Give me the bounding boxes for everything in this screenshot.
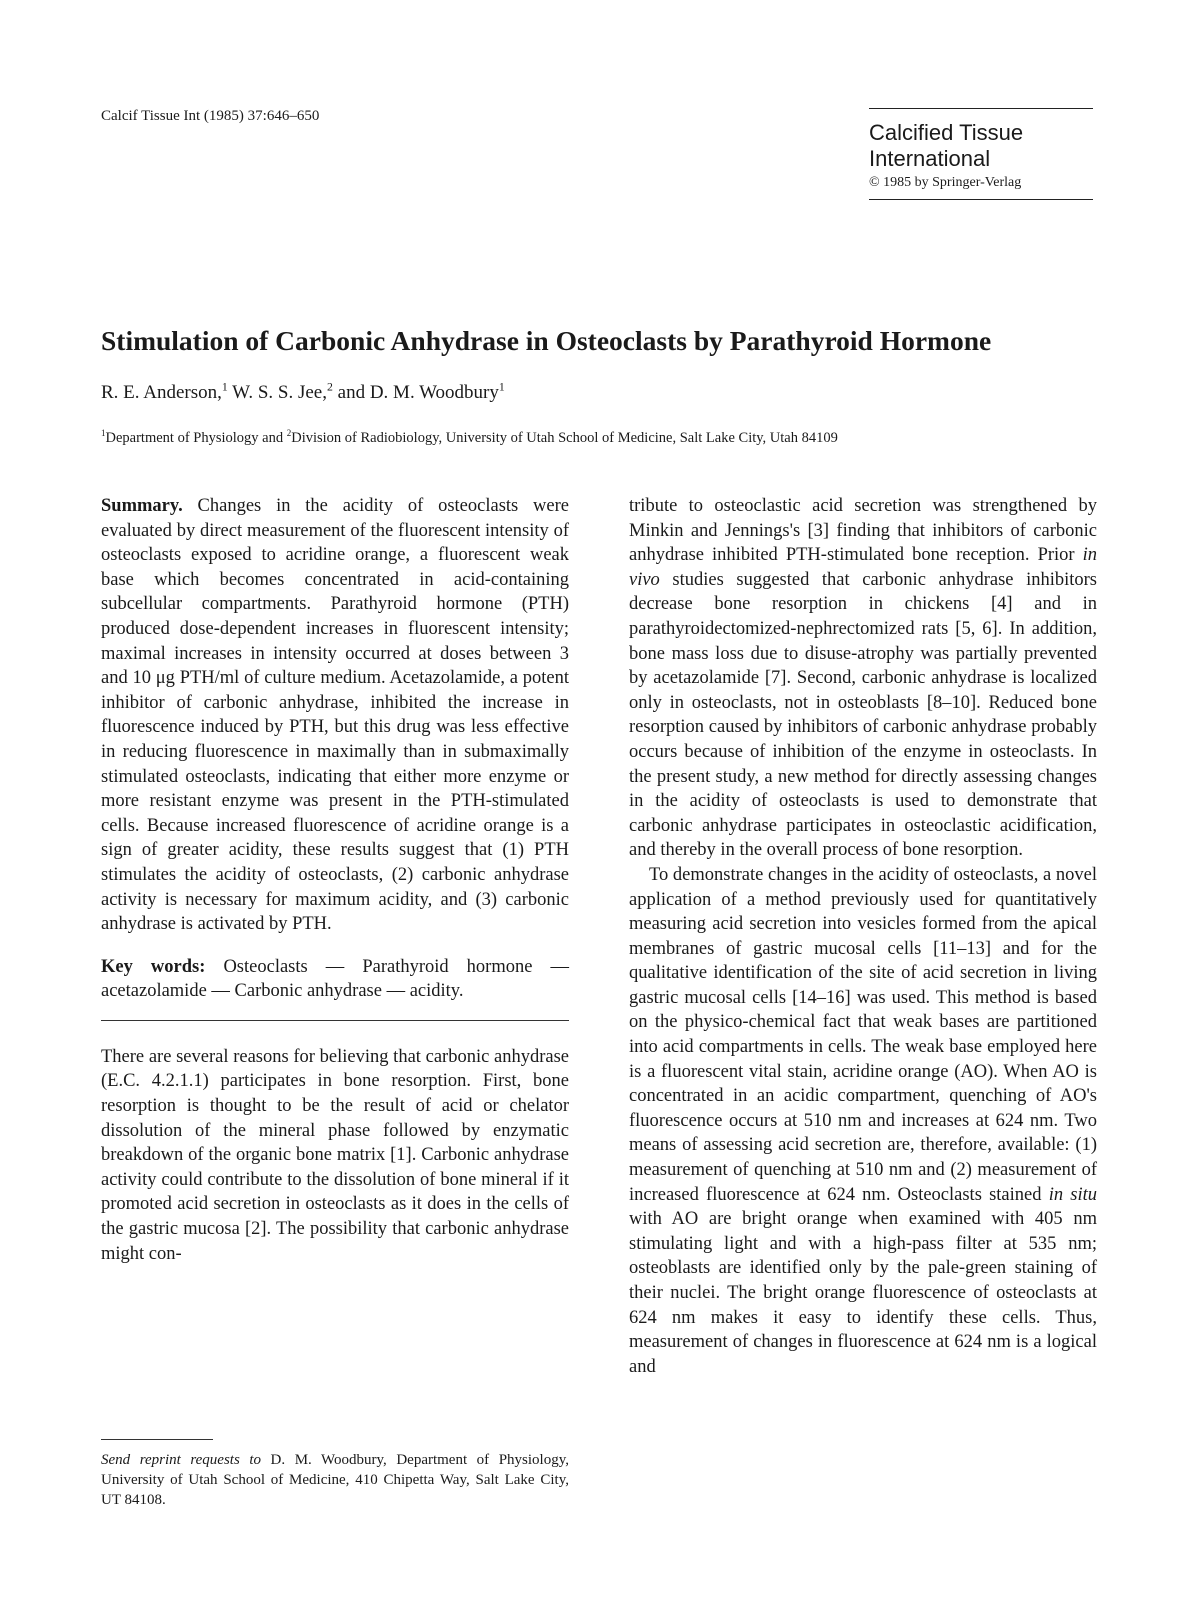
intro-paragraph: There are several reasons for believing that carbonic anhydrase (E.C. 4.2.1.1) participates in bone resorption. First, bone resorption is thought to be the result of acid or chelator dissolution of the mineral phase followed by enzymatic breakdown of the organic bone matrix [1]. Carbonic anhydrase activity could contribute to the dissolution of bone mineral if it promoted acid secretion in osteoclasts as it does in the cells of the gastric mucosa [2]. The possibility that carbonic anhydrase might con- (101, 1046, 569, 1264)
section-divider (101, 1020, 569, 1021)
author-affiliation-mark: 1 (221, 380, 228, 394)
body-text: studies suggested that carbonic anhydrase inhibitors decrease bone resorption in chickens [4] and in parathyroidectomized-nephrectomized rats [5, 6]. In addition, bone mass loss due to disuse-atrophy was partially prevented by acetazolamide [7]. Second, carbonic anhydrase is localized only in osteoclasts, not in osteoblasts [8–10]. Reduced bone resorption caused by inhibitors of carbonic anhydrase probably occurs because of inhibition of the enzyme in osteoclasts. In the present study, a new method for directly assessing changes in the acidity of osteoclasts is used to demonstrate that carbonic anhydrase participates in osteoclastic acidification, and thereby in the overall process of bone resorption. (629, 569, 1097, 861)
footnote-text: D. M. Woodbury, Department of Physiology, University of Utah School of Medicine, 410 Chipetta Way, Salt Lake City, UT 84108. (101, 1452, 570, 1508)
affiliation-mark: 2 (286, 428, 292, 439)
affiliation-mark: 1 (101, 428, 106, 439)
article-title: Stimulation of Carbonic Anhydrase in Osteoclasts by Parathyroid Hormone (101, 325, 992, 356)
copyright-notice: © 1985 by Springer-Verlag (869, 175, 1022, 190)
body-text: To demonstrate changes in the acidity of osteoclasts, a novel application of a method previously used for quantitatively measuring acid secretion into vesicles formed from the apical membranes of gastric mucosal cells [11–13] and for the qualitative identification of the site of acid secretion in living gastric mucosal cells [14–16] was used. This method is based on the physico-chemical fact that weak bases are partitioned into acid compartments in cells. The weak base employed here is a fluorescent vital stain, acridine orange (AO). When AO is concentrated in an acidic compartment, quenching of AO's fluorescence occurs at 510 nm and increases at 624 nm. Two means of assessing acid secretion are, therefore, available: (1) measurement of quenching at 510 nm and (2) measurement of increased fluorescence at 624 nm. Osteoclasts stained (629, 864, 1097, 1205)
author-name: and D. M. Woodbury (332, 382, 499, 403)
body-paragraph (629, 863, 1097, 1379)
body-italic: in vivo (629, 545, 1097, 590)
affiliation-dept: Department of Physiology and (105, 430, 287, 446)
author-name: R. E. Anderson, (101, 382, 222, 403)
summary-paragraph (101, 494, 569, 937)
summary-label: Summary. (101, 496, 183, 516)
author-affiliation-mark: 2 (327, 380, 333, 394)
body-text: tribute to osteoclastic acid secretion was strengthened by Minkin and Jennings's [3] finding that inhibitors of carbonic anhydrase inhibited PTH-stimulated bone reception. Prior (629, 496, 1097, 566)
author-name: W. S. S. Jee, (227, 382, 327, 403)
keywords-label: Key words: (101, 956, 206, 977)
reprint-footnote (101, 1450, 569, 1510)
affiliation-line (101, 430, 838, 447)
footnote-lead: Send reprint requests to (101, 1452, 262, 1468)
keywords-text: Osteoclasts — Parathyroid hormone — acetazolamide — Carbonic anhydrase — acidity. (101, 956, 569, 1002)
author-affiliation-mark: 1 (498, 380, 505, 394)
journal-reference: Calcif Tissue Int (1985) 37:646–650 (101, 108, 320, 124)
author-list (101, 382, 505, 404)
right-column (629, 494, 1097, 1379)
body-paragraph (629, 494, 1097, 863)
summary-text: Changes in the acidity of osteoclasts were evaluated by direct measurement of the fluorescent intensity of osteoclasts exposed to acridine orange, a fluorescent weak base which becomes concentrated in acid-containing subcellular compartments. Parathyroid hormone (PTH) produced dose-dependent increases in fluorescent intensity; maximal increases in intensity occurred at doses between 3 and 10 μg PTH/ml of culture medium. Acetazolamide, a potent inhibitor of carbonic anhydrase, inhibited the increase in fluorescence induced by PTH, but this drug was less effective in reducing fluorescence in maximally than in submaximally stimulated osteoclasts, indicating that either more enzyme or more resistant enzyme was present in the PTH-stimulated cells. Because increased fluorescence of acridine orange is a sign of greater acidity, these results suggest that (1) PTH stimulates the acidity of osteoclasts, (2) carbonic anhydrase activity is necessary for maximum acidity, and (3) carbonic anhydrase is activated by PTH. (101, 496, 569, 935)
left-column (101, 494, 569, 1266)
body-italic: in situ (1048, 1184, 1097, 1205)
body-text: with AO are bright orange when examined with 405 nm stimulating light and with a high-pass filter at 535 nm; osteoblasts are identified only by the pale-green staining of their nuclei. The bright orange fluorescence of osteoclasts at 624 nm makes it easy to identify these cells. Thus, measurement of changes in fluorescence at 624 nm is a logical and (629, 1209, 1097, 1377)
journal-name: Calcified Tissue International (869, 120, 1024, 171)
keywords-paragraph (101, 955, 569, 1004)
journal-masthead (869, 108, 1093, 200)
affiliation-dept: Division of Radiobiology, University of Utah School of Medicine, Salt Lake City, Utah 84109 (291, 430, 838, 446)
footnote-divider (101, 1439, 213, 1440)
